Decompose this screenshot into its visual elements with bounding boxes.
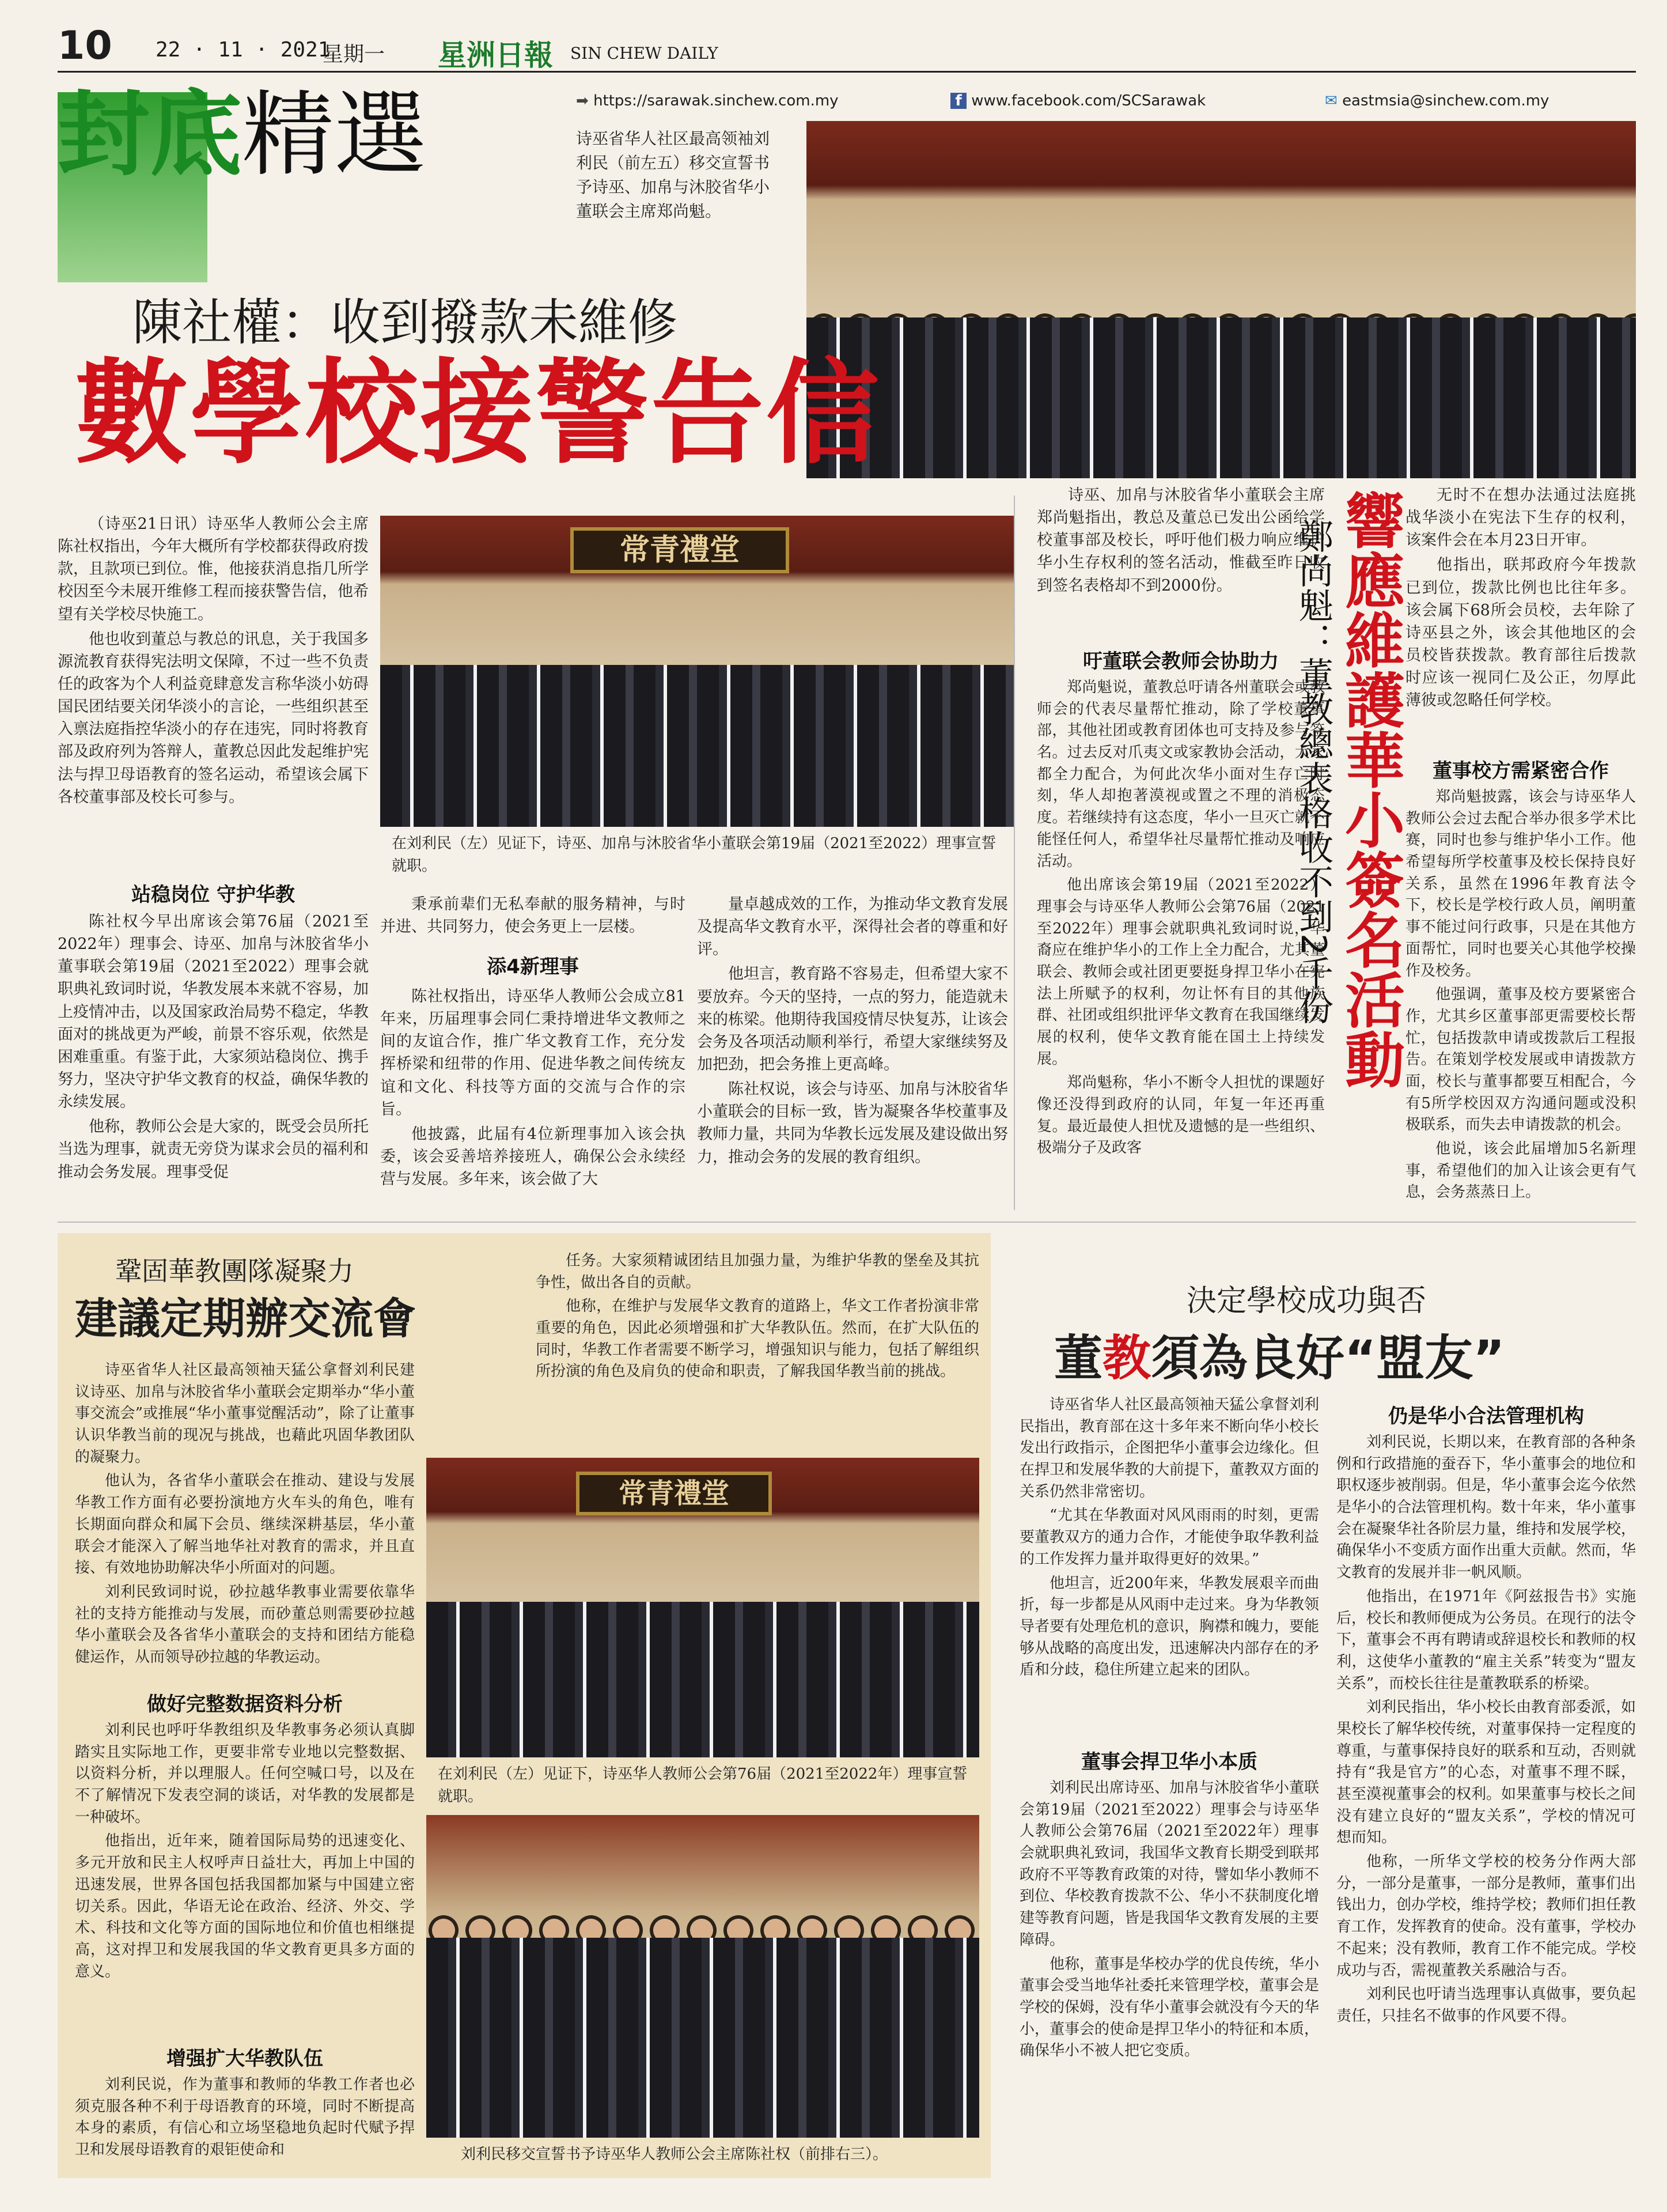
bottom-left-col1b [75, 1720, 415, 1985]
newspaper-logo-en: SIN CHEW DAILY [570, 44, 718, 63]
bottom-right-col2 [1336, 1432, 1636, 2030]
bl-paragraph: 刘利民致词时说，砂拉越华教事业需要依靠华社的支持方能推动与发展，而砂董总则需要砂拉越华小董联会及各省华小董联会的支持和团结方能稳健运作，从而领导砂拉越的华教运动。 [75, 1583, 415, 1666]
email-link[interactable] [1325, 92, 1549, 109]
top-photo-caption: 诗巫省华人社区最高领袖刘利民（前左五）移交宣誓书予诗巫、加帛与沐胶省华小董联会主席郑尚魁。 [576, 129, 770, 221]
br-paragraph: 他指出，在1971年《阿兹报告书》实施后，校长和教师便成为公务员。在现行的法令下，董事会不再有聘请或辞退校长和教师的权利，这使华小董教的“雇主关系”转变为“盟友关系”，而校长往往是董教联系的桥梁。 [1336, 1587, 1636, 1692]
weekday: 星期一 [323, 43, 385, 66]
br-headline-a: 董 [1054, 1330, 1103, 1386]
right-paragraph: 郑尚魁披露，该会与诗巫华人教师公会过去配合举办很多学术比赛，同时也参与维护华小工作。他希望每所学校董事及校长保持良好关系，虽然在1996年教育法令下，校长是学校行政人员，阐明董事不能过问行政事，只是在其他方面帮忙，同时也要关心其他学校操作及校务。 [1405, 788, 1636, 980]
right-paragraph: 无时不在想办法通过法庭挑战华淡小在宪法下生存的权利，该案件会在本月23日开审。 [1405, 486, 1636, 550]
right-body-col2 [1405, 484, 1636, 714]
bl-photo-2 [426, 1815, 979, 2138]
br-paragraph: 刘利民说，长期以来，在教育部的各种条例和行政措施的蚕吞下，华小董事会的地位和职权逐步被削弱。但是，华小董事会迄今依然是华小的合法管理机构。数十年来，华小董事会在凝聚华社各阶层力量，维持和发展学校，确保华小不变质方面作出重大贡献。然而，华文教育的发展并非一帆风顺。 [1336, 1434, 1636, 1582]
br-subhead-2: 仍是华小合法管理机构 [1388, 1405, 1584, 1428]
br-paragraph: 他称，一所华文学校的校务分作两大部分，一部分是董事，一部分是教师，董事们出钱出力，创办学校，维持学校；教师们担任教育工作，发挥教育的使命。没有董事，学校办不起来；没有教师，教育工作不能完成。学校成功与否，需视董教关系融洽与否。 [1336, 1853, 1636, 1979]
page-number: 10 [58, 23, 112, 69]
br-paragraph: “尤其在华教面对风风雨雨的时刻，更需要董教双方的通力合作，才能使争取华教利益的工作发挥力量并取得更好的效果。” [1020, 1507, 1320, 1568]
top-photo [806, 121, 1636, 478]
right-paragraph: 诗巫、加帛与沐胶省华小董联会主席郑尚魁指出，教总及董总已发出公函给学校董事部及校长，呼吁他们极力响应维护华小生存权利的签名活动，惟截至昨日收到签名表格却不到2000份。 [1037, 486, 1325, 595]
website-text: https://sarawak.sinchew.com.my [593, 92, 839, 109]
bl-paragraph: 他称，在维护与发展华文教育的道路上，华文工作者扮演非常重要的角色，因此必须增强和扩大华教队伍。然而，在扩大队伍的同时，华教工作者需要不断学习，增强知识与能力，包括了解组织所扮演的角色及肩负的使命和职责，了解我国华教当前的挑战。 [536, 1298, 979, 1381]
lead-paragraph: 秉承前辈们无私奉献的服务精神，与时并进、共同努力，使会务更上一层楼。 [380, 895, 685, 936]
facebook-link[interactable] [950, 92, 1206, 109]
right-paragraph: 郑尚魁称，华小不断令人担忧的课题好像还没得到政府的认同，年复一年还再重复。最近最使人担忧及遗憾的是一些组织、极端分子及政客 [1037, 1074, 1325, 1157]
facebook-icon: f [950, 93, 967, 109]
right-paragraph: 他强调，董事及校方要紧密合作，尤其乡区董事部更需要校长帮忙，包括拨款申请或拨款后工程报告。在策划学校发展或申请拨款方面，校长与董事都要互相配合，今有5所学校因双方沟通问题或没积极联系，而失去申请拨款的机会。 [1405, 986, 1636, 1134]
lead-subhead-2: 添4新理事 [487, 955, 579, 978]
web-icon: ➡ [576, 92, 589, 109]
br-paragraph: 刘利民也吁请当选理事认真做事，要负起责任，只挂名不做事的作风要不得。 [1336, 1986, 1636, 2025]
br-paragraph: 他称，董事是华校办学的优良传统，华小董事会受当地华社委托来管理学校，董事会是学校的保姆，没有华小董事会就没有今天的华小，董事会的使命是捍卫华小的特征和本质，确保华小不被人把它变质。 [1020, 1955, 1320, 2060]
lead-kicker: 陳社權：收到撥款未維修 [132, 294, 677, 351]
lead-paragraph: 他称，教师公会是大家的，既受会员所托当选为理事，就责无旁贷为谋求会员的福利和推动会务发展。理事受促 [58, 1118, 369, 1181]
lead-paragraph: 量卓越成效的工作，为推动华文教育发展及提高华文教育水平，深得社会者的尊重和好评。 [697, 895, 1008, 959]
lead-paragraph: 他坦言，教育路不容易走，但希望大家不要放弃。今天的坚持，一点的努力，能造就未来的栋梁。他期待我国疫情尽快复苏，让该会会务及各项活动顺利举行，希望大家继续努及加把劲，把会务推上更高峰。 [697, 965, 1008, 1073]
section-divider [58, 1222, 1636, 1223]
lead-paragraph: （诗巫21日讯）诗巫华人教师公会主席陈社权指出，今年大概所有学校都获得政府拨款，且款项已到位。惟，他接获消息指几所学校因至今未展开维修工程而接获警告信，他希望有关学校尽快施工。 [58, 515, 369, 623]
br-paragraph: 刘利民出席诗巫、加帛与沐胶省华小董联会第19届（2021至2022）理事会与诗巫华人教师公会第76届（2021至2022年）理事会就职典礼致词，我国华文教育长期受到联邦政府不平等教育政策的对待，譬如华小教师不到位、华校教育拨款不公、华小不获制度化增建等教育问题，皆是我国华文教育发展的主要障碍。 [1020, 1779, 1320, 1949]
bottom-left-kicker: 鞏固華教團隊凝聚力 [115, 1256, 354, 1287]
hall-banner: 常青禮堂 [570, 527, 789, 573]
issue-date: 22 · 11 · 2021 [156, 38, 331, 62]
right-body-col1 [1037, 484, 1325, 599]
hall-banner: 常青禮堂 [576, 1472, 772, 1515]
br-paragraph: 刘利民指出，华小校长由教育部委派，如果校长了解华校传统，对董事保持一定程度的尊重，与董事保持良好的联系和互动，否则就持有“我是官方”的心态，对董事不理不睬，甚至漠视董事会的权利。如果董事与校长之间没有建立良好的“盟友关系”，学校的情况可想而知。 [1336, 1699, 1636, 1847]
lead-body-col3 [697, 893, 1008, 1171]
right-body-col1b [1037, 677, 1325, 1162]
bottom-left-headline: 建議定期辦交流會 [75, 1294, 416, 1344]
br-paragraph: 诗巫省华人社区最高领袖天猛公拿督刘利民指出，教育部在这十多年来不断向华小校长发出行政指示，企图把华小董事会边缘化。但在捍卫和发展华教的大前提下，董教双方面的关系仍然非常密切。 [1020, 1396, 1320, 1500]
bl-paragraph: 刘利民也呼吁华教组织及华教事务必须认真脚踏实且实际地工作，更要非常专业地以完整数据、以资料分析，并以理服人。任何空喊口号，以及在不了解情况下发表空洞的谈话，对华教的发展都是一种破坏。 [75, 1722, 415, 1826]
right-paragraph: 他出席该会第19届（2021至2022）理事会与诗巫华人教师公会第76届（2021至2022年）理事会就职典礼致词时说，华裔应在维护华小的工作上全力配合，尤其董联会、教师会或社团更要挺身捍卫华小在宪法上所赋予的权利，勿让怀有目的其他族群、社团或组织批评华文教育在我国继续发展的权利，使华文教育能在国土上持续发展。 [1037, 876, 1325, 1068]
email-text: eastmsia@sinchew.com.my [1342, 92, 1549, 109]
section-title [58, 81, 427, 188]
bl-photo-1-caption: 在刘利民（左）见证下，诗巫华人教师公会第76届（2021至2022年）理事宣誓就职。 [438, 1765, 968, 1805]
lead-paragraph: 陈社权说，该会与诗巫、加帛与沐胶省华小董联会的目标一致，皆为凝聚各华校董事及教师力量，共同为华教长远发展及建设做出努力，推动会务的发展的教育组织。 [697, 1080, 1008, 1166]
bottom-left-col1 [75, 1360, 415, 1671]
right-paragraph: 他指出，联邦政府今年拨款已到位，拨款比例也比往年多。该会属下68所会员校，去年除了诗巫县之外，该会其他地区的会员校皆获拨款。教育部往后拨款时应该一视同仁及公正，勿厚此薄彼或忽略任何学校。 [1405, 556, 1636, 710]
right-subhead-1: 吁董联会教师会协助力 [1083, 650, 1279, 673]
section-title-b: 精選 [242, 81, 427, 188]
right-body-col2b [1405, 787, 1636, 1206]
bl-paragraph: 他指出，近年来，随着国际局势的迅速变化、多元开放和民主人权呼声日益壮大，再加上中国的迅速发展，世界各国包括我国都加紧与中国建立密切关系。因此，华语无论在政治、经济、外交、学术、科技和文化等方面的国际地位和价值也相继提高，这对捍卫和发展我国的华文教育更具多方面的意义。 [75, 1832, 415, 1980]
email-icon: ✉ [1325, 92, 1338, 109]
right-subhead-2: 董事校方需紧密合作 [1433, 759, 1609, 782]
right-paragraph: 郑尚魁说，董教总吁请各州董联会或教师会的代表尽量帮忙推动，除了学校董事部，其他社团或教育团体也可支持及参与签名。过去反对爪夷文或家教协会活动，大家都全力配合，为何此次华小面对生存亡时刻，华人却抱著漠视或置之不理的消极态度。若继续持有这态度，华小一旦灭亡就不能怪任何人，希望华社尽量帮忙推动及响应活动。 [1037, 679, 1325, 870]
bl-paragraph: 任务。大家须精诚团结且加强力量，为维护华教的堡垒及其抗争性，做出各自的贡献。 [536, 1252, 979, 1291]
lead-headline-b: 警告信 [536, 348, 882, 479]
bl-paragraph: 他认为，各省华小董联会在推动、建设与发展华教工作方面有必要扮演地方火车头的角色，唯有长期面向群众和属下会员、继续深耕基层，华小董联会才能深入了解当地华社对教育的需求，并且直接、有效地协助解决华小所面对的问题。 [75, 1472, 415, 1577]
bottom-right-col1b [1020, 1778, 1319, 2064]
bl-subhead-2: 增强扩大华教队伍 [166, 2047, 323, 2070]
page-header [58, 23, 1636, 73]
lead-photo [380, 516, 1014, 827]
lead-body-col1 [58, 513, 369, 811]
lead-photo-caption: 在刘利民（左）见证下，诗巫、加帛与沐胶省华小董联会第19届（2021至2022）理事宣誓就职。 [392, 835, 997, 875]
lead-headline-a: 數學校接 [75, 348, 536, 479]
bottom-right-col1 [1020, 1394, 1319, 1684]
bl-photo-1 [426, 1458, 979, 1757]
bottom-left-col2 [536, 1250, 979, 1385]
newspaper-logo: 星洲日報 [438, 38, 553, 72]
right-paragraph: 他说，该会此届增加5名新理事，希望他们的加入让该会更有气息，会务蒸蒸日上。 [1405, 1140, 1636, 1201]
facebook-text: www.facebook.com/SCSarawak [971, 92, 1206, 109]
bl-paragraph: 诗巫省华人社区最高领袖天猛公拿督刘利民建议诗巫、加帛与沐胶省华小董联会定期举办“华小董事交流会”或推展“华小董事觉醒活动”，除了让董事认识华教当前的现况与挑战，也藉此巩固华教团队的凝聚力。 [75, 1362, 415, 1466]
bottom-right-headline [1054, 1319, 1505, 1389]
lead-paragraph: 陈社权指出，诗巫华人教师公会成立81年来，历届理事会同仁秉持增进华文教师之间的友谊合作，推广华文教育工作，充分发挥桥梁和纽带的作用、促进华教之间传统友谊和文化、科技等方面的交流与合作的宗旨。 [380, 988, 685, 1118]
lead-headline [75, 348, 882, 479]
right-vertical-headline: 響應維護華小簽名活動 [1335, 490, 1405, 1089]
bottom-right-kicker: 決定學校成功與否 [1187, 1284, 1427, 1318]
lead-body-col2 [380, 893, 685, 940]
br-subhead-1: 董事会捍卫华小本质 [1081, 1750, 1257, 1774]
br-paragraph: 他坦言，近200年来，华教发展艰辛而曲折，每一步都是从风雨中走过来。身为华教领导者要有处理危机的意识，胸襟和魄力，要能够从战略的高度出发，迅速解决内部存在的矛盾和分歧，稳住所建立起来的团队。 [1020, 1574, 1320, 1679]
column-divider [1014, 496, 1015, 1210]
website-link[interactable] [576, 92, 839, 109]
lead-paragraph: 他也收到董总与教总的讯息，关于我国多源流教育获得宪法明文保障，不过一些不负责任的政客为个人利益竟肆意发言称华淡小妨碍国民团结要关闭华淡小的言论，一些组织甚至入禀法庭指控华淡小的存在违宪，同时将教育部及政府列为答辩人，董教总因此发起维护宪法与捍卫母语教育的签名运动，希望该会属下各校董事部及校长可参与。 [58, 630, 369, 806]
lead-subhead-1: 站稳岗位 守护华教 [131, 883, 295, 906]
right-vertical-sub: 鄭尚魁：董教總表格收不到2千份 [1293, 519, 1333, 1025]
br-headline-c: 須為良好“盟友” [1151, 1330, 1505, 1386]
lead-body-col2b [380, 985, 685, 1193]
section-title-a: 封底 [58, 81, 243, 188]
lead-paragraph: 他披露，此届有4位新理事加入该会执委，该会妥善培养接班人，确保公会永续经营与发展。多年来，该会做了大 [380, 1125, 685, 1189]
bl-photo-2-caption: 刘利民移交宣誓书予诗巫华人教师公会主席陈社权（前排右三）。 [461, 2146, 888, 2163]
lead-body-col1b [58, 910, 369, 1186]
lead-paragraph: 陈社权今早出席该会第76届（2021至2022年）理事会、诗巫、加帛与沐胶省华小董事联会第19届（2021至2022）理事会就职典礼致词时说，华教发展本来就不容易，加上疫情冲击，以及国家政治局势不稳定，华教面对的挑战更为严峻，前景不容乐观，依然是困难重重。有鉴于此，大家须站稳岗位、携手努力，坚决守护华文教育的权益，确保华教的永续发展。 [58, 913, 369, 1111]
br-headline-b: 教 [1103, 1330, 1151, 1386]
bl-subhead-1: 做好完整数据资料分析 [147, 1693, 343, 1716]
bottom-left-col1c [75, 2074, 415, 2164]
bl-paragraph: 刘利民说，作为董事和教师的华教工作者也必须克服各种不利于母语教育的环境，同时不断提高本身的素质，有信心和立场坚稳地负起时代赋予捍卫和发展母语教育的艰钜使命和 [75, 2076, 415, 2159]
